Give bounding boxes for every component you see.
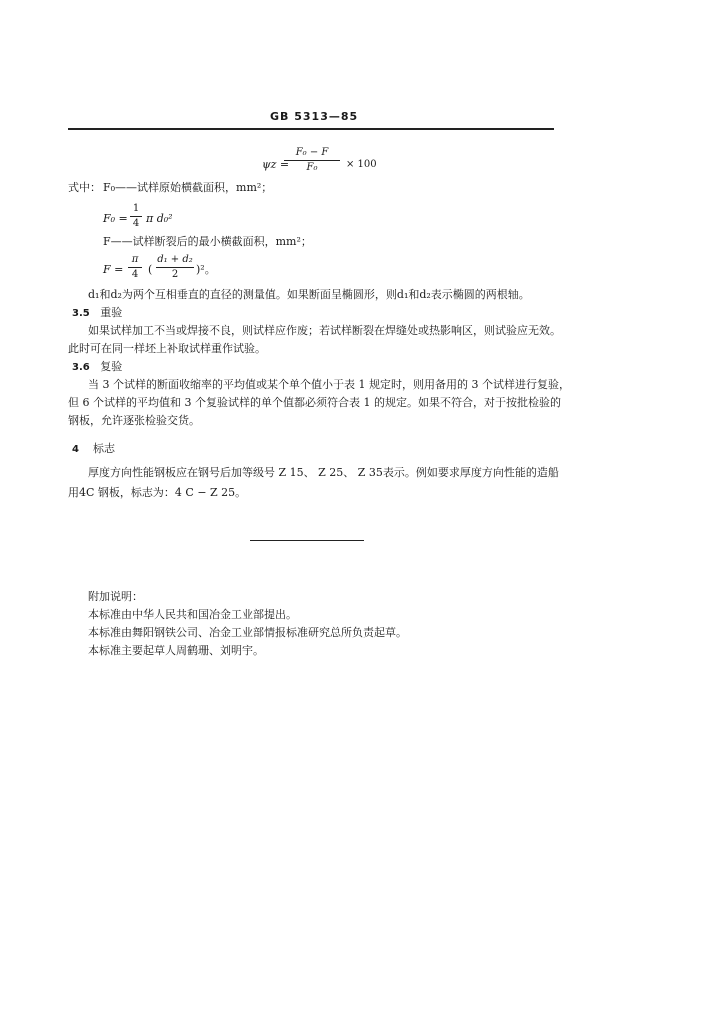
section-3-6-heading xyxy=(72,360,122,375)
notes-line1: 本标准由中华人民共和国冶金工业部提出。 xyxy=(88,608,297,621)
where-prefix: 式中： xyxy=(68,181,101,194)
f0-formula-numerator: 1 xyxy=(132,203,140,214)
section-number: 3.5 xyxy=(72,308,90,319)
end-rule xyxy=(250,540,364,541)
formula-psi-denominator: F₀ xyxy=(306,162,318,173)
section-3-6-line1: 当 3 个试样的断面收缩率的平均值或某个单个值小于表 1 规定时，则用备用的 3 个试样进行复验， xyxy=(88,378,570,391)
section-number: 3.6 xyxy=(72,362,90,373)
f0-formula-rest: π d₀² xyxy=(146,212,173,225)
f0-formula-fraction xyxy=(130,203,142,230)
section-3-6-line2: 但 6 个试样的平均值和 3 个复验试样的单个值都必须符合表 1 的规定。如果不符合，对于按批检验的 xyxy=(68,396,561,409)
fraction-bar xyxy=(128,267,142,268)
section-4-line2: 用4C 钢板，标志为：4 C − Z 25。 xyxy=(68,486,247,499)
f-definition: F——试样断裂后的最小横截面积，mm²； xyxy=(103,235,312,248)
diameter-note: d₁和d₂为两个互相垂直的直径的测量值。如果断面呈椭圆形，则d₁和d₂表示椭圆的两根轴。 xyxy=(88,288,530,301)
notes-line2: 本标准由舞阳钢铁公司、冶金工业部情报标准研究总所负责起草。 xyxy=(88,626,407,639)
f-formula-close-paren: )²。 xyxy=(196,263,216,276)
f-formula-fraction xyxy=(128,254,142,281)
formula-psi-fraction xyxy=(284,147,340,174)
formula-psi-tail: × 100 xyxy=(346,159,377,170)
f0-definition: F₀——试样原始横截面积，mm²； xyxy=(103,181,273,194)
f0-formula-denominator: 4 xyxy=(132,218,140,229)
section-3-5-heading xyxy=(72,306,122,321)
section-4-line1: 厚度方向性能钢板应在钢号后加等级号 Z 15、 Z 25、 Z 35表示。例如要求厚度方向性能的造船 xyxy=(88,466,559,479)
f-formula-inner-numerator: d₁ + d₂ xyxy=(157,254,193,265)
section-number: 4 xyxy=(72,444,79,455)
f-formula-inner-denominator: 2 xyxy=(171,269,179,280)
f-formula-open-paren: ( xyxy=(148,263,153,276)
fraction-bar xyxy=(130,216,142,217)
section-title: 复验 xyxy=(100,360,123,373)
f-formula-inner-fraction xyxy=(156,254,194,281)
section-3-6-line3: 钢板，允许逐张检验交货。 xyxy=(68,414,200,427)
fraction-bar xyxy=(156,267,194,268)
f-formula-lhs: F = xyxy=(103,263,124,276)
f-formula-denominator: 4 xyxy=(131,269,139,280)
fraction-bar xyxy=(284,160,340,161)
f-formula-numerator: π xyxy=(131,254,139,265)
f0-formula-lhs: F₀ = xyxy=(103,212,128,225)
standard-number: GB 5313—85 xyxy=(270,110,359,123)
formula-psi-numerator: F₀ − F xyxy=(295,147,329,158)
section-3-5-line2: 此时可在同一样坯上补取试样重作试验。 xyxy=(68,342,266,355)
section-title: 标志 xyxy=(92,442,115,455)
notes-heading: 附加说明： xyxy=(88,590,143,603)
header-rule xyxy=(68,128,554,130)
section-4-heading xyxy=(72,442,115,457)
section-title: 重验 xyxy=(100,306,123,319)
formula-psi-lhs: ψz = xyxy=(262,158,290,171)
notes-line3: 本标准主要起草人周鹤珊、刘明宇。 xyxy=(88,644,264,657)
section-3-5-line1: 如果试样加工不当或焊接不良，则试样应作废；若试样断裂在焊缝处或热影响区，则试验应无效。 xyxy=(88,324,561,337)
